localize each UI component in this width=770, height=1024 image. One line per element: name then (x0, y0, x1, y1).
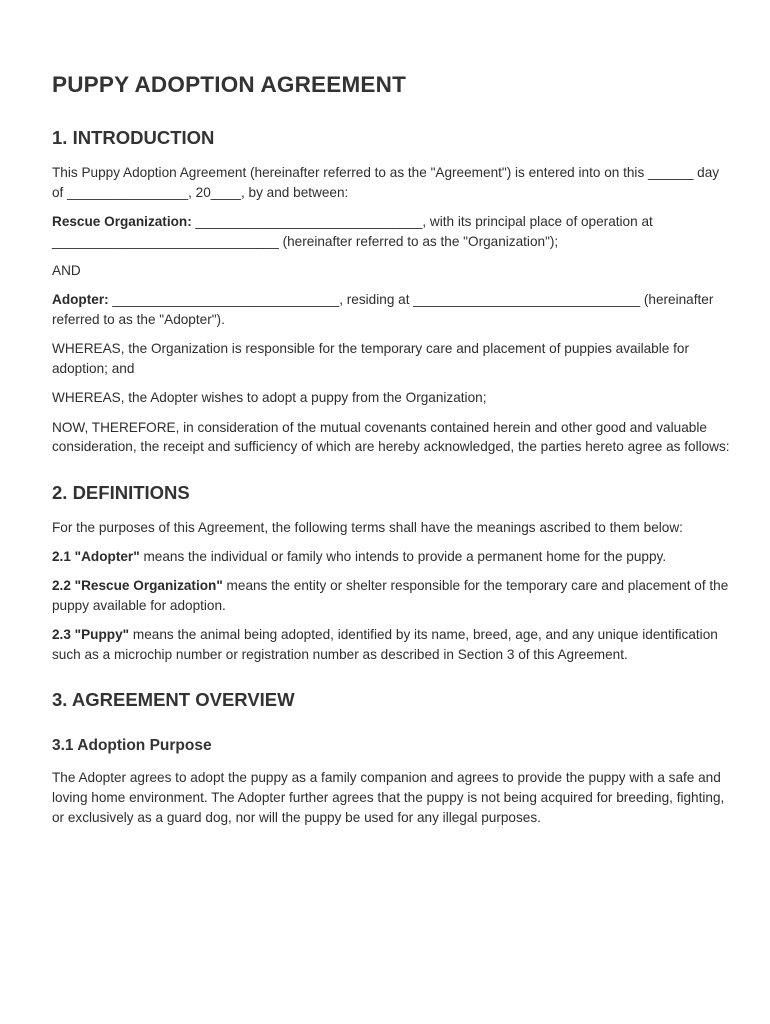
rescue-organization-label: Rescue Organization: (52, 214, 192, 229)
adopter-paragraph (52, 290, 732, 329)
adoption-purpose-paragraph: The Adopter agrees to adopt the puppy as a family companion and agrees to provide the puppy with a safe and loving home environment. The Adopter further agrees that the puppy is not being acquired for breeding, fighting, or exclusively as a guard dog, nor will the puppy be used for any illegal purposes. (52, 770, 725, 825)
definition-item (52, 625, 732, 664)
introduction-heading: 1. INTRODUCTION (52, 127, 215, 148)
whereas-paragraph-2: WHEREAS, the Adopter wishes to adopt a puppy from the Organization; (52, 390, 487, 406)
section-spacer (52, 674, 732, 688)
definition-text: means the animal being adopted, identified by its name, breed, age, and any unique identification such as a microchip number or registration number as described in Section 3 of this Agreement. (52, 627, 718, 662)
section-spacer (52, 467, 732, 481)
definition-term: 2.2 "Rescue Organization" (52, 578, 223, 594)
subsection-spacer (52, 725, 732, 735)
definition-text: means the individual or family who intends to provide a permanent home for the puppy. (139, 548, 667, 564)
and-paragraph: AND (52, 263, 81, 278)
definitions-intro: For the purposes of this Agreement, the following terms shall have the meanings ascribed to them below: (52, 519, 683, 535)
now-therefore-paragraph: NOW, THEREFORE, in consideration of the mutual covenants contained herein and other good and valuable consideration, the receipt and sufficiency of which are hereby acknowledged, the parties hereto agree as follows: (52, 419, 730, 455)
definitions-section (52, 481, 732, 665)
definition-item (52, 576, 732, 615)
agreement-overview-section (52, 688, 732, 827)
definitions-heading: 2. DEFINITIONS (52, 481, 190, 503)
rescue-organization-text: ______________________________, with its principal place of operation at ______________________________ (hereinafter referred to as the "Organization"); (52, 214, 653, 249)
adopter-text: ______________________________, residing at ______________________________ (hereinafter referred to as the "Adopter"). (52, 292, 714, 327)
document-page (52, 70, 732, 837)
document-title: PUPPY ADOPTION AGREEMENT (52, 72, 407, 97)
intro-paragraph: This Puppy Adoption Agreement (hereinafter referred to as the "Agreement") is entered into on this ______ day of ________________, 20____, by and between: (52, 165, 720, 200)
introduction-section (52, 126, 732, 457)
definition-text: means the entity or shelter responsible for the temporary care and placement of the puppy available for adoption. (52, 578, 729, 613)
definition-item (52, 547, 732, 567)
adoption-purpose-heading: 3.1 Adoption Purpose (52, 737, 212, 755)
adopter-label: Adopter: (52, 292, 109, 308)
definition-term: 2.1 "Adopter" (52, 548, 140, 564)
definition-term: 2.3 "Puppy" (52, 627, 130, 643)
agreement-overview-heading: 3. AGREEMENT OVERVIEW (52, 689, 295, 711)
whereas-paragraph-1: WHEREAS, the Organization is responsible for the temporary care and placement of puppies available for adoption; and (52, 341, 689, 376)
rescue-organization-paragraph (52, 212, 732, 251)
